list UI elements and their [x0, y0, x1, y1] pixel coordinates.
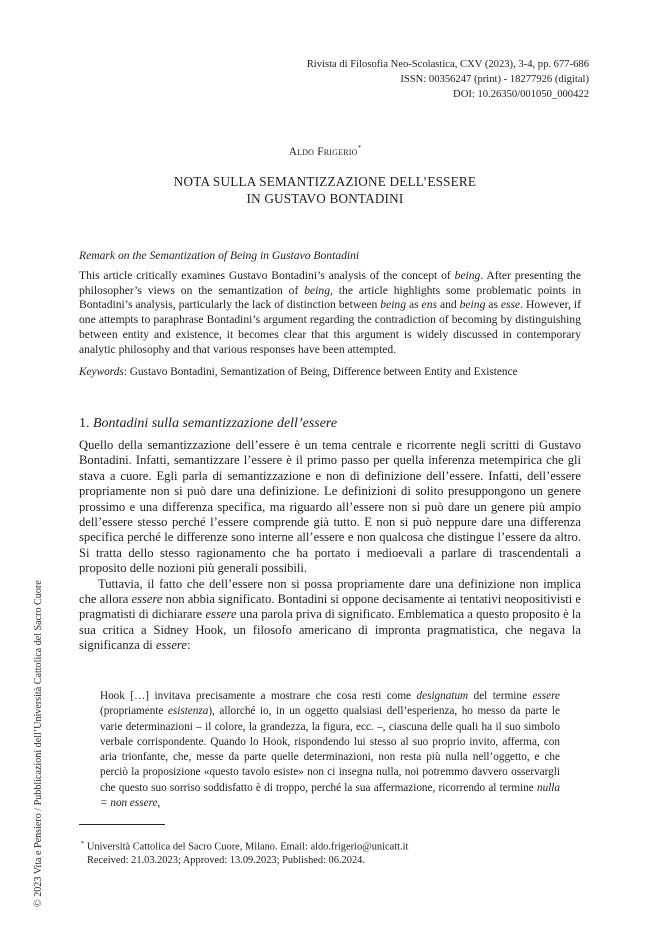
abstract [79, 249, 581, 379]
keywords-list: : Gustavo Bontadini, Semantization of Being, Difference between Entity and Existence [123, 365, 518, 378]
section-title: Bontadini sulla semantizzazione dell’essere [93, 416, 338, 431]
journal-header [307, 57, 589, 102]
author-name: Aldo Frigerio* [288, 144, 362, 158]
keywords-label: Keywords [79, 365, 124, 378]
doi-line: DOI: 10.26350/001050_000422 [453, 89, 589, 100]
abstract-body: This article critically examines Gustavo Bontadini’s analysis of the concept of being. After presenting the philosopher’s views on the semantization of being, the article highlights some problematic points in Bontadini’s analysis, particularly the lack of distinction between being as ens and being as esse. However, if one attempts to paraphrase Bontadini’s argument regarding the contradiction of becoming by distinguishing between entity and existence, it becomes clear that this argument is widely discussed in contemporary analytic philosophy and that various responses have been attempted. [79, 268, 581, 356]
abstract-english-title: Remark on the Semantization of Being in Gustavo Bontadini [79, 249, 360, 262]
copyright-sidebar: © 2023 Vita e Pensiero / Pubblicazioni dell’Università Cattolica del Sacro Cuore [33, 580, 44, 907]
journal-citation: Rivista di Filosofia Neo-Scolastica, CXV (2023), 3-4, pp. 677-686 [306, 59, 589, 70]
footnote [79, 837, 579, 868]
paragraph-1: Quello della semantizzazione dell’essere è un tema centrale e ricorrente negli scritti di Gustavo Bontadini. Infatti, semantizzare l’essere è il primo passo per quella inferenza metempirica che gli stava a cuore. Egli parla di semantizzazione e non di definizione dell’essere. Infatti, dell’essere propriamente non si può dare una definizione. Le definizioni di solito presuppongono un genere prossimo e una differenza specifica, ma riguardo all’essere non si può dare un genere più ampio dell’essere stesso perché l’essere comprende già tutto. E non si può neppure dare una differenza specifica perché le differenze sono interne all’essere e non qualcosa che distingue l’essere da altro. Si tratta dello stesso ragionamento che ha portato i medioevali a parlare di trascendentali a proposito delle nozioni più generali possibili. [79, 438, 581, 576]
footnote-mark: * [81, 840, 85, 847]
main-text [79, 438, 581, 654]
section-number: 1. [79, 416, 90, 431]
keywords [79, 365, 581, 380]
block-quote-text: Hook […] invitava precisamente a mostrare che cosa resti come designatum del termine essere (propriamente esistenza), allorché io, in un oggetto qualsiasi dell’esperienza, ho messo da parte le varie determinazioni – il colore, la grandezza, la figura, ecc. –, ciascuna delle quali ha il suo simbolo verbale corrispondente. Quando lo Hook, rispondendo lui stesso al suo proprio invito, afferma, con aria trionfante, che, messe da parte quelle determinazioni, non resta più nulla nell’oggetto, e che perciò la proposizione «questo tavolo esiste» non ci insegna nulla, noi potremmo davvero osservargli che questo suo sorriso soddisfatto è di troppo, perché la sua affermazione, ricorrendo al termine nulla = non essere, [100, 690, 561, 810]
footnote-divider [79, 824, 165, 825]
author-footnote-mark: * [357, 144, 362, 152]
footnote-affiliation: * Università Cattolica del Sacro Cuore, Milano. Email: aldo.frigerio@unicatt.it [81, 840, 409, 853]
article-title [0, 173, 650, 207]
paragraph-2: Tuttavia, il fatto che dell’essere non si possa propriamente dare una definizione non implica che allora essere non abbia significato. Bontadini si oppone decisamente ai tentativi neopositivisti e pragmatisti di dichiarare essere una parola priva di significato. Emblematica a questo proposito è la sua critica a Sidney Hook, un filosofo americano di impronta pragmatistica, che negava la significanza di essere: [79, 576, 581, 653]
footnote-dates: Received: 21.03.2023; Approved: 13.09.2023; Published: 06.2024. [87, 855, 365, 867]
block-quote [100, 689, 560, 811]
section-heading [79, 416, 337, 432]
issn-line: ISSN: 00356247 (print) - 18277926 (digital) [400, 74, 589, 85]
article-title-line1: NOTA SULLA SEMANTIZZAZIONE DELL’ESSERE [173, 174, 477, 189]
article-title-line2: IN GUSTAVO BONTADINI [246, 191, 404, 206]
